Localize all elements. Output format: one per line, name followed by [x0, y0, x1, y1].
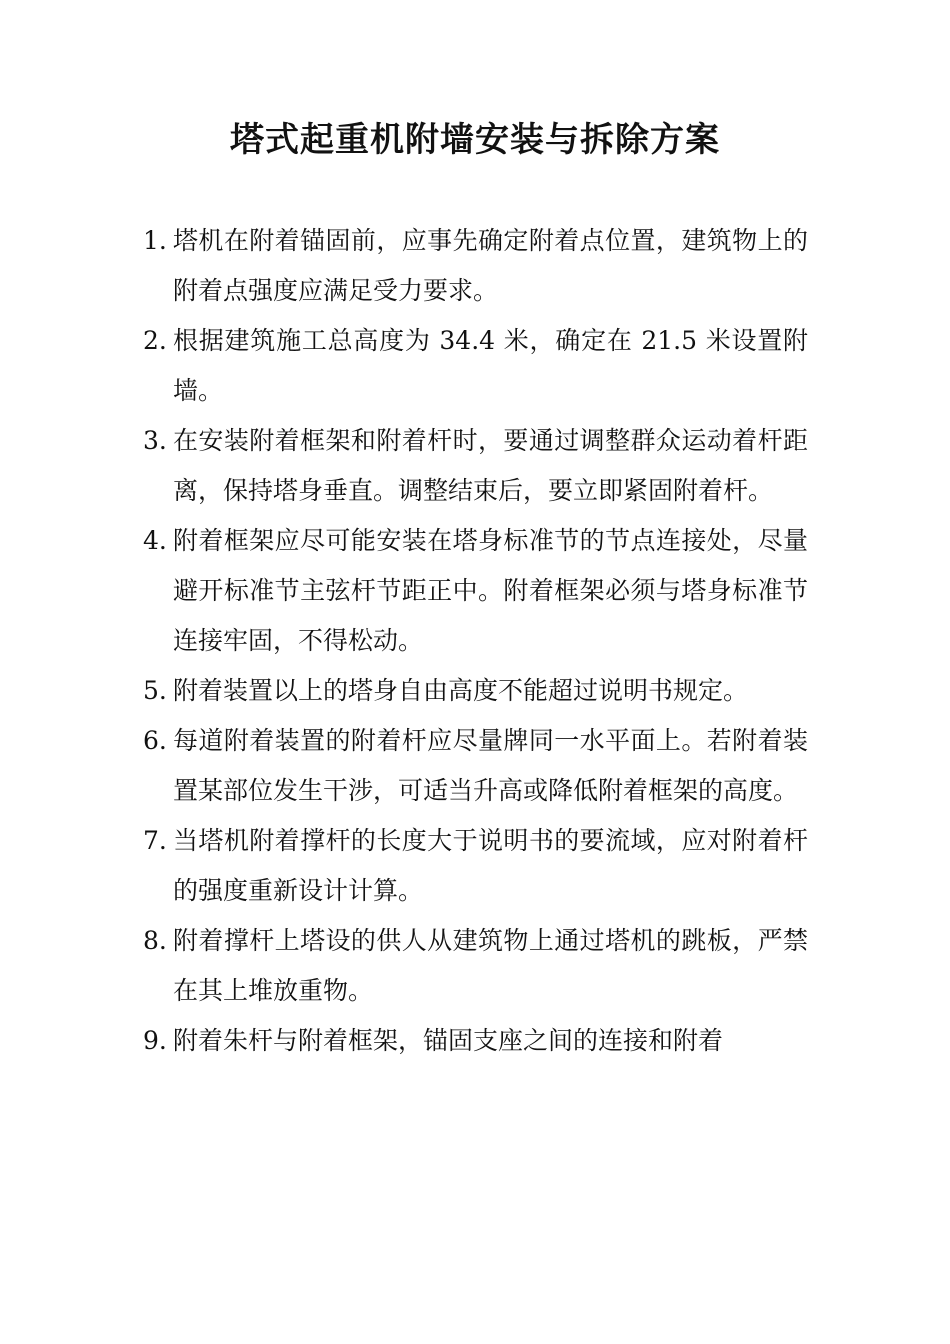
list-item-text: 每道附着装置的附着杆应尽量牌同一水平面上。若附着装置某部位发生干涉，可适当升高或降低附着框架的高度。 — [173, 726, 808, 805]
list-item — [143, 516, 808, 666]
list-item-text: 塔机在附着锚固前，应事先确定附着点位置，建筑物上的附着点强度应满足受力要求。 — [173, 226, 808, 305]
list-item-text: 在安装附着框架和附着杆时，要通过调整群众运动着杆距离，保持塔身垂直。调整结束后，要立即紧固附着杆。 — [173, 426, 808, 505]
list-item — [143, 816, 808, 916]
list-item — [143, 916, 808, 1016]
list-item-number: 6. — [143, 726, 167, 755]
list-item — [143, 1016, 808, 1066]
list-item-number: 9. — [143, 1026, 167, 1055]
list-item-number: 5. — [143, 676, 167, 705]
list-item-number: 8. — [143, 926, 167, 955]
list-item — [143, 666, 808, 716]
list-item-number: 1. — [143, 226, 167, 255]
document-title: 塔式起重机附墙安装与拆除方案 — [230, 120, 720, 160]
list-item — [143, 316, 808, 416]
list-item-text: 根据建筑施工总高度为 34.4 米，确定在 21.5 米设置附墙。 — [173, 326, 808, 405]
list-item — [143, 416, 808, 516]
list-item-text: 附着框架应尽可能安装在塔身标准节的节点连接处，尽量避开标准节主弦杆节距正中。附着框架必须与塔身标准节连接牢固，不得松动。 — [173, 526, 808, 655]
list-item-number: 4. — [143, 526, 167, 555]
requirements-list — [143, 216, 808, 1066]
list-item-text: 附着撑杆上塔设的供人从建筑物上通过塔机的跳板，严禁在其上堆放重物。 — [173, 926, 808, 1005]
list-item-number: 2. — [143, 326, 167, 355]
list-item — [143, 716, 808, 816]
list-item-number: 3. — [143, 426, 167, 455]
list-item-text: 当塔机附着撑杆的长度大于说明书的要流域，应对附着杆的强度重新设计计算。 — [173, 826, 808, 905]
list-item-number: 7. — [143, 826, 167, 855]
list-item-text: 附着装置以上的塔身自由高度不能超过说明书规定。 — [173, 676, 749, 705]
list-item-text: 附着朱杆与附着框架，锚固支座之间的连接和附着 — [173, 1026, 724, 1055]
list-item — [143, 216, 808, 316]
